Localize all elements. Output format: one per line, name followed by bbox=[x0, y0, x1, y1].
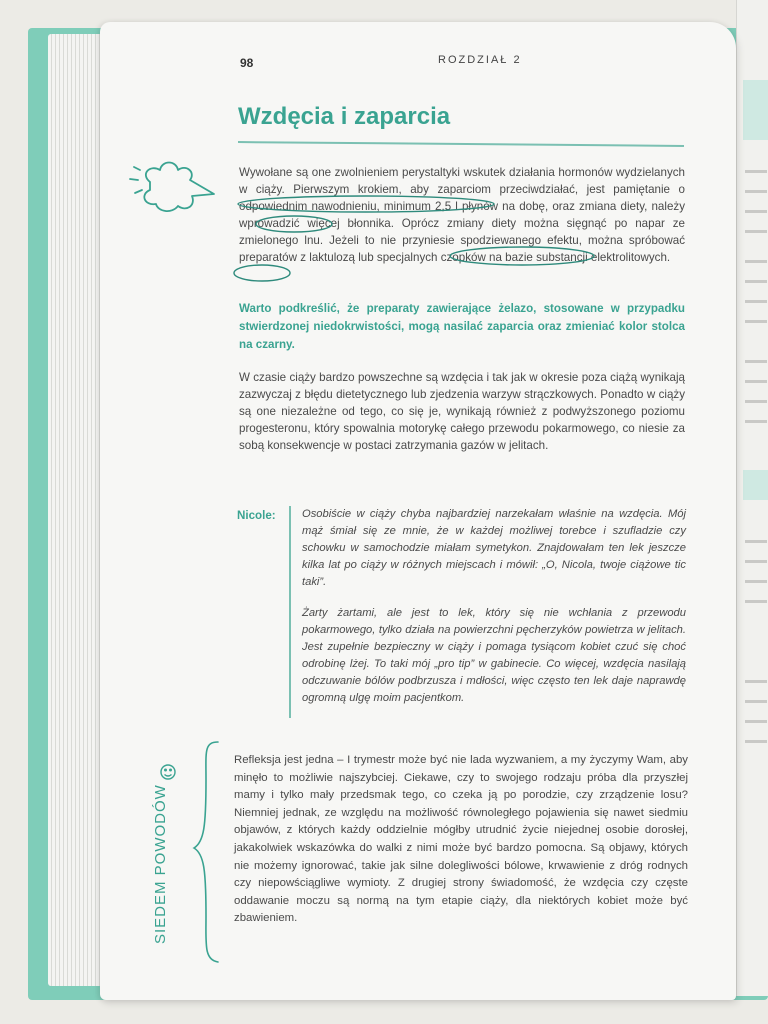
side-label: SIEDEM POWODÓW bbox=[152, 784, 169, 944]
smiley-face-icon bbox=[161, 765, 175, 779]
paragraph-constipation: Wywołane są one zwolnieniem perystaltyki wskutek działania hormonów wydzielanych w ciąży. Pierwszym krokiem, aby zaparciom przeciwdziałać, jest pamiętanie o odpowiednim nawodnieniu, minimum 2,5 l płynów na dobę, oraz zmiana diety, należy wprowadzić więcej błonnika. Oprócz zmiany diety można sięgnąć po napar ze zmielonego lnu. Jeżeli to nie przyniesie spodziewanego efektu, można spróbować preparatów z laktulozą lub specjalnych czopków na bazie substancji elektrolitowych. bbox=[239, 166, 685, 264]
highlight-note: Warto podkreślić, że preparaty zawierające żelazo, stosowane w przypadku stwierdzonej niedokrwistości, mogą nasilać zaparcia oraz zmieniać kolor stolca na czarny. bbox=[239, 302, 685, 351]
reflection-paragraph: Refleksja jest jedna – I trymestr może być nie lada wyzwaniem, a my życzymy Wam, aby minęło to możliwie najszybciej. Ciekawe, czy to swojego rodzaju próba dla przyszłej mamy i tylko mały przedsmak tego, co czeka ją po porodzie, czy zrządzenie losu? Niemniej jednak, ze względu na możliwość równoległego pojawienia się nawet siedmiu objawów, z których każdy oddzielnie mógłby utrudnić życie niejednej osobie dorosłej, jakakolwiek wskazówka do walki z nimi może być bardzo pomocna. Są objawy, których nie możemy ignorować, takie jak silne dolegliwości bólowe, krwawienie z dróg rodnych czy niepowściągliwe wymioty. Z drugiej strony świadomość, że wzdęcia czy częste oddawanie moczu są normą na tym etapie ciąży, dla niektórych kobiet może być zbawieniem. bbox=[234, 754, 688, 925]
page-number: 98 bbox=[240, 56, 254, 70]
bloated-cloud-doodle-icon bbox=[130, 163, 214, 212]
testimonial-quote-1: Osobiście w ciąży chyba najbardziej narzekałam właśnie na wzdęcia. Mój mąż śmiał się ze mnie, że w każdej możliwej torebce i szufladzie czy schowku w samochodzie miałam symetykon. Znajdowałam ten lek jeszcze kilka lat po ciąży w różnych miejscach i mówił: „O, Nicola, twoje ciążowe tic taki”. bbox=[302, 508, 686, 588]
section-title: Wzdęcia i zaparcia bbox=[238, 103, 451, 130]
paragraph-bloating: W czasie ciąży bardzo powszechne są wzdęcia i tak jak w okresie poza ciążą wynikają zazwyczaj z błędu dietetycznego lub zjedzenia warzyw strączkowych. Ponadto w ciąży są one niezależne od tego, co się je, wynikają również z podwyższonego poziomu progesteronu, który spowalnia motorykę całego przewodu pokarmowego, co niesie za sobą konsekwencje w postaci zatrzymania gazów w jelitach. bbox=[239, 371, 685, 452]
testimonial-author: Nicole: bbox=[237, 509, 276, 522]
pen-marks bbox=[234, 196, 594, 281]
testimonial-quote-2: Żarty żartami, ale jest to lek, który się nie wchłania z przewodu pokarmowego, tylko działa na powierzchni pęcherzyków powietrza w jelitach. Jest zupełnie bezpieczny w ciąży i pomaga tysiącom kobiet czuć się choć odrobinę lżej. To taki mój „pro tip” w gabinecie. Co więcej, wzdęcia nasilają odczuwanie bólów podbrzusza i mdłości, więc często ten lek daje naprawdę ogromną ulgę moim pacjentkom. bbox=[302, 607, 686, 704]
chapter-title: ROZDZIAŁ 2 bbox=[438, 54, 522, 66]
curly-brace-doodle-icon bbox=[194, 742, 218, 962]
